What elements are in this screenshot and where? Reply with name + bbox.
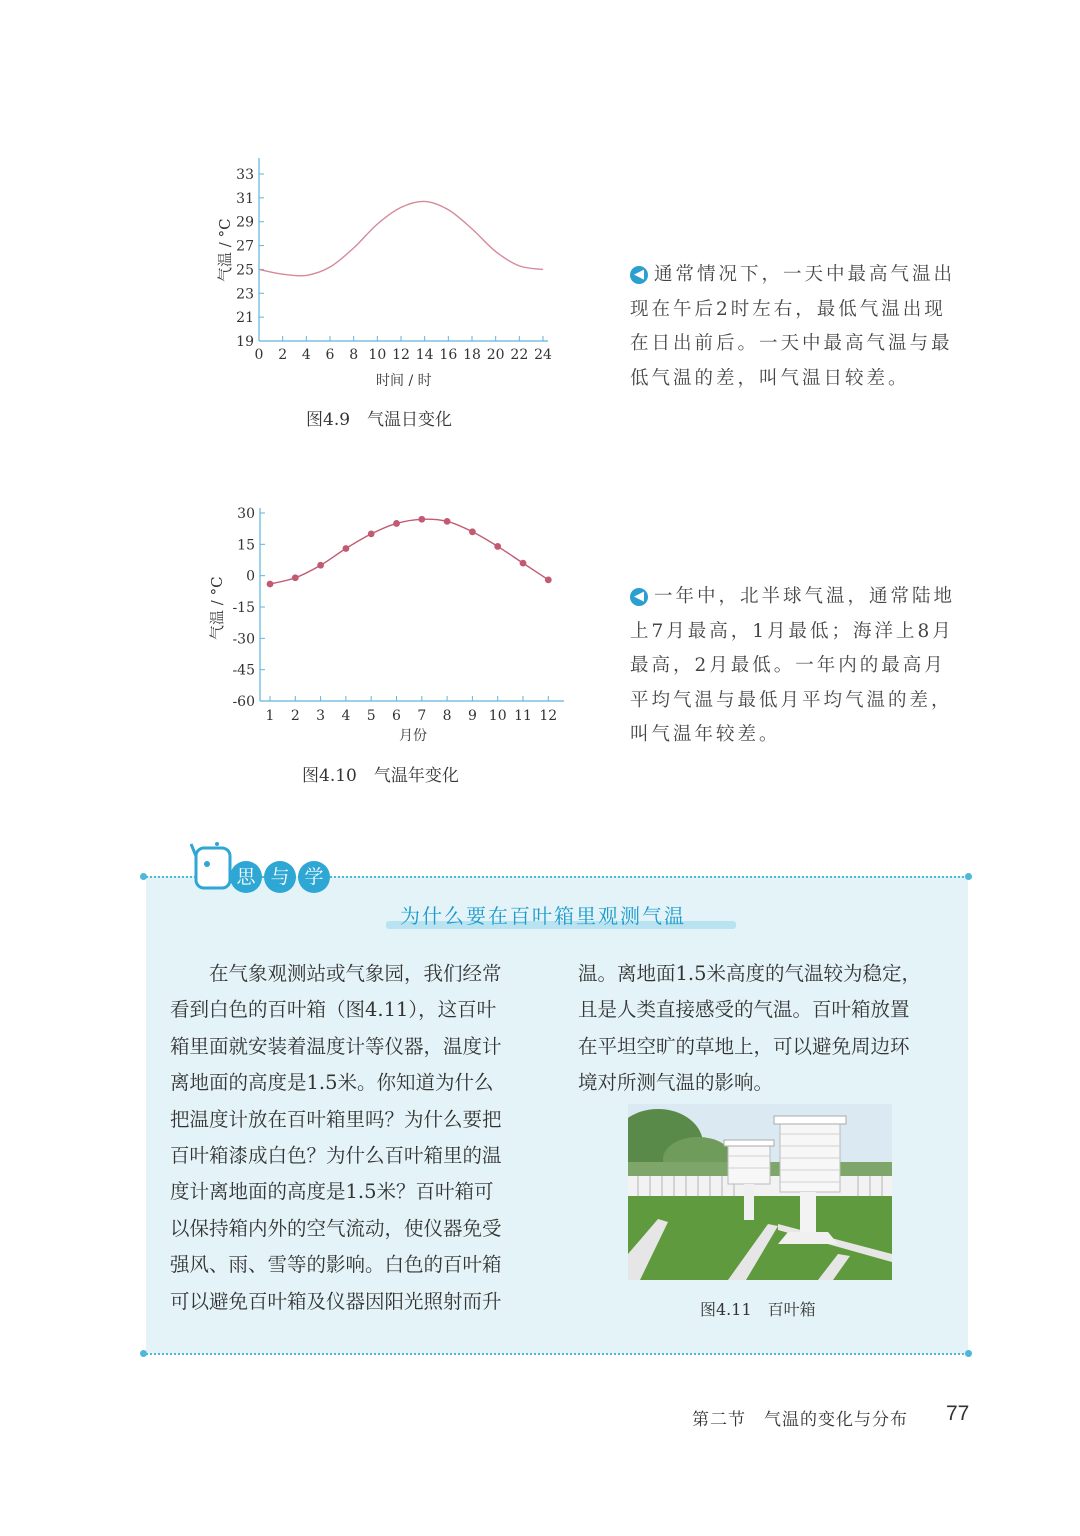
y-axis-label: 气温 / °C [216,218,234,282]
section-title: 第二节 气温的变化与分布 [692,1410,908,1430]
x-tick-label: 10 [368,347,387,363]
data-point [393,520,400,527]
badge-char-yu: 与 [264,861,296,893]
y-tick-label: 19 [236,334,254,350]
x-tick-label: 12 [539,708,558,724]
bottom-dotted-border [146,1353,968,1355]
y-tick-label: 27 [236,238,254,255]
data-point [520,560,527,567]
y-tick-label: -60 [232,694,255,710]
daily-temperature-line [259,201,543,275]
border-dot [965,873,972,880]
data-point [317,562,324,569]
x-tick-label: 6 [392,708,401,724]
arrow-left-icon: ◀ [630,588,648,606]
data-point [444,518,451,525]
x-tick-label: 6 [325,347,335,363]
y-tick-label: -15 [232,600,255,616]
x-axis-label: 月份 [399,728,427,744]
data-point [545,576,552,583]
x-tick-label: 14 [415,347,434,363]
y-tick-label: 0 [246,568,255,585]
x-tick-label: 2 [278,347,288,363]
border-dot [140,873,147,880]
border-dot [140,1350,147,1357]
think-box-right-text: 温。离地面1.5米高度的气温较为稳定， 且是人类直接感受的气温。百叶箱放置 在平坦空旷的草地上，可以避免周边环 境对所测气温的影响。 [578,962,922,1095]
y-tick-label: 21 [236,310,254,327]
think-box-title: 为什么要在百叶箱里观测气温 [400,904,686,928]
x-tick-label: 4 [341,708,351,724]
x-tick-label: 5 [366,708,376,724]
data-point [343,545,350,552]
x-tick-label: 12 [392,347,410,363]
y-tick-label: 33 [236,167,254,183]
think-box-left-text: 在气象观测站或气象园，我们经常 看到白色的百叶箱（图4.11），这百叶 箱里面就安装着温度计等仪器，温度计 离地面的高度是1.5米。你知道为什么 把温度计放在百叶箱里吗？为什么要把 百叶箱漆成白色？为什么百叶箱里的温 度计离地面的高度是1.5米？百叶箱可 以保持箱内外的空气流动，使仪器免受 强风、雨、雪等的影响。白色的百叶箱 可以避免百叶箱及仪器因阳光照射而升 [170,962,502,1313]
arrow-left-icon: ◀ [630,266,648,284]
data-point [418,516,425,523]
page-number: 77 [946,1402,970,1425]
x-tick-label: 18 [463,347,481,363]
annual-temperature-line [270,519,548,584]
x-tick-label: 22 [510,347,529,363]
stevenson-screen-photo [628,1104,892,1280]
figure-4-11-caption: 图4.11 百叶箱 [700,1300,816,1319]
data-point [368,530,375,537]
x-tick-label: 10 [488,708,507,724]
x-axis-label: 时间 / 时 [376,373,432,389]
x-tick-label: 1 [265,708,275,724]
daily-range-note: ◀ 通常情况下，一天中最高气温出 现在午后2时左右，最低气温出现 在日出前后。一天中最高气温与最 低气温的差，叫气温日较差。 [630,264,956,389]
thinking-head-icon [190,836,240,896]
data-point [267,581,274,588]
border-dot [965,1350,972,1357]
y-tick-label: 25 [236,262,254,279]
x-tick-label: 2 [290,708,300,724]
y-tick-label: -30 [232,631,255,648]
x-tick-label: 16 [439,347,458,363]
y-tick-label: 15 [237,537,255,554]
y-tick-label: 29 [236,214,254,231]
x-tick-label: 0 [254,347,264,363]
y-tick-label: 23 [236,286,254,303]
x-tick-label: 8 [442,708,452,724]
data-point [494,543,501,550]
badge-char-xue: 学 [298,861,330,893]
x-tick-label: 9 [467,708,477,724]
y-tick-label: 31 [236,190,254,207]
x-tick-label: 8 [349,347,359,363]
x-tick-label: 3 [316,708,326,724]
annual-range-note: ◀ 一年中，北半球气温，通常陆地 上7月最高，1月最低；海洋上8月 最高，2月最低。一年内的最高月 平均气温与最低月平均气温的差， 叫气温年较差。 [630,586,956,745]
annual-temperature-chart [200,500,580,750]
data-point [469,528,476,535]
y-tick-label: 30 [237,506,255,522]
y-axis-label: 气温 / °C [208,576,226,640]
data-point [292,574,299,581]
badge-char-si: 思 [230,861,262,893]
figure-4-10-caption: 图4.10 气温年变化 [302,766,459,786]
x-tick-label: 7 [417,708,427,724]
daily-temperature-chart [200,150,580,400]
figure-4-9-caption: 图4.9 气温日变化 [306,410,453,430]
x-tick-label: 4 [301,347,311,363]
x-tick-label: 20 [486,347,505,363]
x-tick-label: 11 [514,708,532,724]
x-tick-label: 24 [534,347,552,363]
y-tick-label: -45 [232,662,255,679]
